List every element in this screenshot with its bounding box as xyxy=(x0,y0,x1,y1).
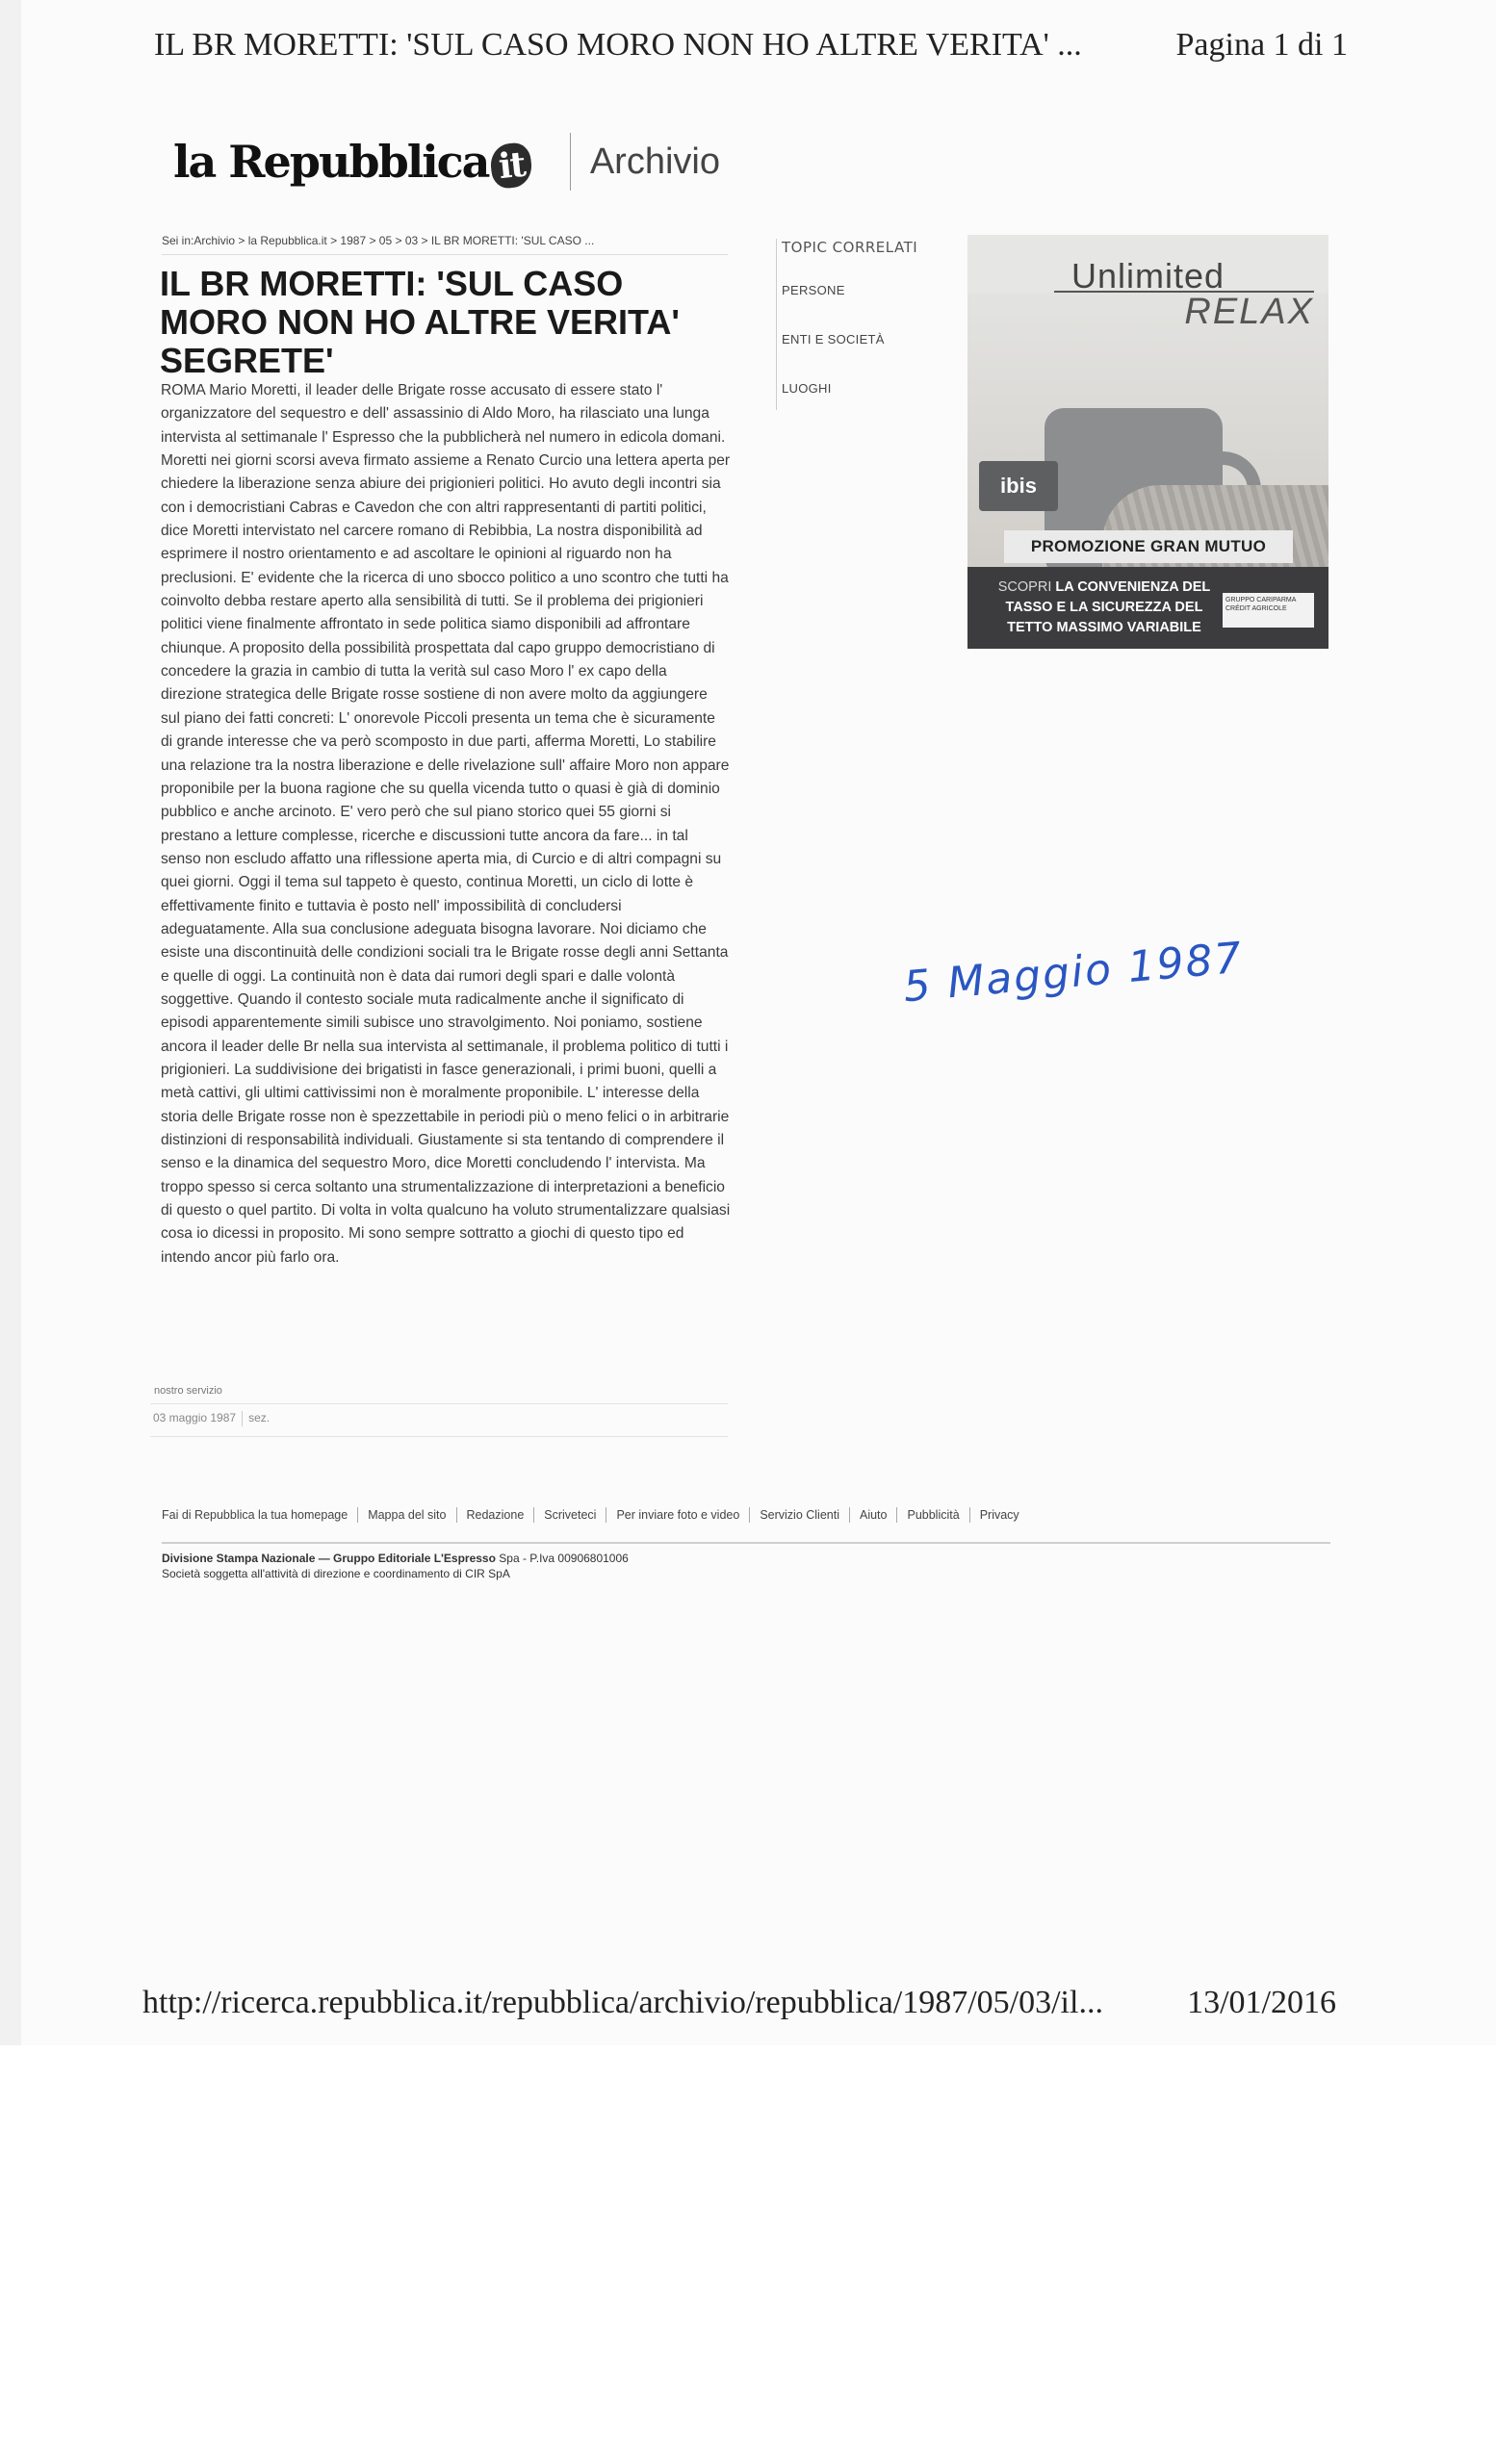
print-footer xyxy=(142,1985,1336,2021)
footer-link-homepage[interactable]: Fai di Repubblica la tua homepage xyxy=(162,1507,358,1523)
footer-links xyxy=(162,1507,1346,1523)
print-header-page: Pagina 1 di 1 xyxy=(1175,27,1348,63)
topic-persone[interactable]: PERSONE xyxy=(782,283,845,297)
meta-separator xyxy=(242,1411,243,1426)
topic-enti-societa[interactable]: ENTI E SOCIETÀ xyxy=(782,332,885,346)
article-meta xyxy=(153,1411,270,1426)
print-footer-url: http://ricerca.repubblica.it/repubblica/archivio/repubblica/1987/05/03/il... xyxy=(142,1985,1103,2020)
related-topics xyxy=(782,239,926,430)
print-footer-date: 13/01/2016 xyxy=(1187,1985,1336,2020)
ad-call-to-action xyxy=(989,578,1220,638)
breadcrumb[interactable]: Sei in:Archivio > la Repubblica.it > 1987 > 05 > 03 > IL BR MORETTI: 'SUL CASO ... xyxy=(162,234,595,247)
footer-cir-notice: Società soggetta all'attività di direzione e coordinamento di CIR SpA xyxy=(162,1567,510,1580)
footer-link-foto-video[interactable]: Per inviare foto e video xyxy=(606,1507,750,1523)
footer-company-name: Divisione Stampa Nazionale — Gruppo Editoriale L'Espresso xyxy=(162,1552,496,1565)
ad-headline: Unlimited xyxy=(1070,256,1225,295)
article-byline: nostro servizio xyxy=(154,1385,222,1397)
repubblica-logo[interactable] xyxy=(173,136,531,188)
footer-link-pubblicita[interactable]: Pubblicità xyxy=(897,1507,969,1523)
ad-subheadline: RELAX xyxy=(1054,291,1314,331)
breadcrumb-divider xyxy=(162,254,728,255)
article-section[interactable]: sez. xyxy=(248,1411,271,1424)
footer-link-privacy[interactable]: Privacy xyxy=(979,1508,1019,1522)
footer-link-servizio-clienti[interactable]: Servizio Clienti xyxy=(750,1507,850,1523)
site-header xyxy=(173,133,720,191)
footer-link-aiuto[interactable]: Aiuto xyxy=(850,1507,898,1523)
footer-divider xyxy=(162,1542,1330,1544)
advertisement-banner[interactable] xyxy=(967,235,1328,649)
ad-cta-prefix: SCOPRI xyxy=(997,579,1052,595)
section-title[interactable]: Archivio xyxy=(589,141,720,182)
meta-divider-top xyxy=(150,1403,728,1404)
article-date: 03 maggio 1987 xyxy=(153,1411,237,1424)
topic-luoghi[interactable]: LUOGHI xyxy=(782,381,832,396)
footer-vat: Spa - P.Iva 00906801006 xyxy=(495,1552,629,1565)
print-header-title: IL BR MORETTI: 'SUL CASO MORO NON HO ALTRE VERITA' ... xyxy=(154,27,1082,63)
ad-cta-text: LA CONVENIENZA DEL TASSO E LA SICUREZZA DEL TETTO MASSIMO VARIABILE xyxy=(1005,579,1211,635)
ibis-logo: ibis xyxy=(979,461,1058,511)
logo-divider xyxy=(570,133,571,191)
handwritten-date-note: 5 Maggio 1987 xyxy=(901,933,1246,1013)
logo-text: la Repubblica xyxy=(173,136,489,188)
footer-link-redazione[interactable]: Redazione xyxy=(457,1507,535,1523)
ad-promo-label: PROMOZIONE GRAN MUTUO xyxy=(1004,530,1293,563)
article-body: ROMA Mario Moretti, il leader delle Brigate rosse accusato di essere stato l' organizzatore del sequestro e dell' assassinio di Aldo Moro, ha rilasciato una lunga intervista al settimanale l' Espresso che la pubblicherà nel numero in edicola domani. Moretti nei giorni scorsi aveva firmato assieme a Renato Curcio una lettera aperta per chiedere la liberazione senza abiure dei prigionieri politici. Ho avuto degli incontri sia con i democristiani Cabras e Cavedon che con altri rappresentanti di partiti politici, dice Moretti intervistato nel carcere romano di Rebibbia, La nostra disponibilità ad esprimere il nostro orientamento e ad ascoltare le opinioni al riguardo non ha preclusioni. E' evidente che la ricerca di uno sbocco politico a uno scontro che tutti ha coinvolto debba restare aperto alla sensibilità di tutti. Se il problema dei prigionieri politici viene finalmente affrontato in sede politica siamo disponibili ad affrontare chiunque. A proposito della possibilità prospettata dal capo gruppo democristiano di concedere la grazia in cambio di tutta la verità sul caso Moro l' ex capo della direzione strategica delle Brigate rosse sostiene di non avere molto da aggiungere sul piano dei fatti concreti: L' onorevole Piccoli presenta un tema che è sicuramente di grande interesse che va però scomposto in due parti, afferma Moretti, Lo stabilire una relazione tra la nostra liberazione e delle rivelazione sull' affaire Moro non appare proponibile per la buona ragione che su quella vicenda tutto o quasi è già di dominio pubblico e anche arcinoto. E' vero però che sul piano storico quei 55 giorni si prestano a letture complesse, ricerche e discussioni tutte ancora da fare... in tal senso non escludo affatto una riflessione aperta mia, di Curcio e di altri compagni su quei giorni. Oggi il tema sul tappeto è questo, continua Moretti, un ciclo di lotte è effettivamente finito e tuttavia è posto nell' impossibilità di concludersi adeguatamente. Alla sua conclusione adeguata bisogna lavorare. Noi diciamo che esiste una discontinuità delle condizioni sociali tra le Brigate rosse degli anni Settanta e quelle di oggi. La continuità non è data dai rumori degli spari e dalle volontà soggettive. Quando il contesto sociale muta radicalmente anche il significato di episodi apparentemente simili subisce uno stravolgimento. Noi poniamo, sostiene ancora il leader delle Br nella sua intervista al settimanale, il problema politico di tutti i prigionieri. La suddivisione dei brigatisti in fasce generazionali, i primi buoni, quelli a metà cattivi, gli ultimi cattivissimi non è moralmente proponibile. L' interesse della storia delle Brigate rosse non è spezzettabile in periodi più o meno felici o in arbitrarie distinzioni di responsabilità individuali. Giustamente si sta tentando di comprendere il senso e la dinamica del sequestro Moro, dice Moretti concludendo l' intervista. Ma troppo spesso si cerca soltanto una strumentalizzazione di interpretazioni a beneficio di questo o quel partito. Di volta in volta qualcuno ha voluto strumentalizzare qualsiasi cosa io dicessi in proposito. Mi sono sempre sottratto a giochi di questo tipo ed intendo ancor più farlo ora. xyxy=(161,382,731,1266)
footer-company-info xyxy=(162,1552,629,1565)
footer-link-sitemap[interactable]: Mappa del sito xyxy=(358,1507,456,1523)
footer-link-scriveteci[interactable]: Scriveteci xyxy=(534,1507,606,1523)
logo-it-badge: it xyxy=(488,141,533,190)
bank-logo: GRUPPO CARIPARMA CRÉDIT AGRICOLE xyxy=(1223,593,1314,628)
print-header xyxy=(154,27,1348,64)
topics-heading: TOPIC CORRELATI xyxy=(782,239,918,256)
topics-divider xyxy=(776,239,777,410)
meta-divider-bottom xyxy=(150,1436,728,1437)
article-title: IL BR MORETTI: 'SUL CASO MORO NON HO ALTRE VERITA' SEGRETE' xyxy=(160,264,680,380)
